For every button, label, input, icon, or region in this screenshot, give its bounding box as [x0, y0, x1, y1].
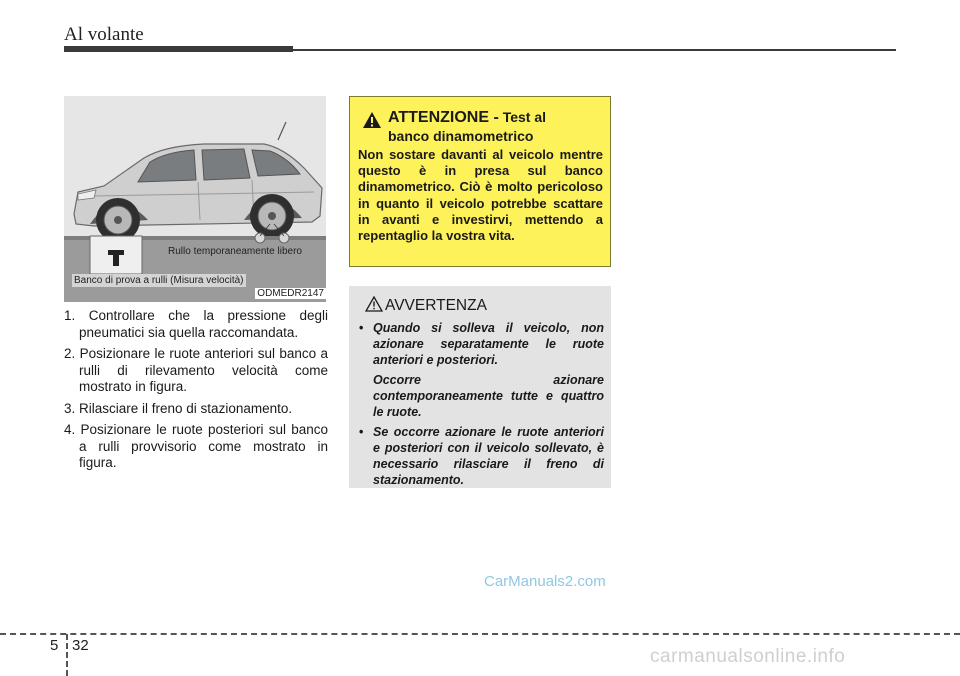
- footer-dashed-divider: [66, 634, 68, 676]
- watermark-link[interactable]: CarManuals2.com: [484, 573, 606, 590]
- procedure-steps: [64, 308, 328, 477]
- chapter-number: 5: [50, 637, 59, 654]
- rear-roller-label: Rullo temporaneamente libero: [168, 246, 302, 257]
- step-item: 4. Posizionare le ruote posteriori sul banco a rulli provvisorio come mostrato in figura.: [64, 422, 328, 470]
- dyno-roller-label: Banco di prova a rulli (Misura velocità): [74, 275, 244, 286]
- dynamometer-figure: [64, 96, 326, 302]
- warning-list: [359, 320, 604, 492]
- caution-title-line2: banco dinamometrico: [388, 128, 534, 144]
- caution-title-sub: Test al: [498, 109, 547, 125]
- warning-box: [349, 286, 611, 488]
- caution-title: [388, 109, 546, 127]
- figure-code: ODMEDR2147: [257, 288, 324, 299]
- footer-dashed-rule: [0, 633, 960, 635]
- caution-box: [349, 96, 611, 267]
- step-item: 2. Posizionare le ruote anteriori sul banco a rulli di rilevamento velocità come mostrato in figura.: [64, 346, 328, 394]
- car-on-dynamometer-illustration: [64, 96, 326, 302]
- warning-item: • Quando si solleva il veicolo, non azionare separatamente le ruote anteriori e posteriori.: [359, 320, 604, 368]
- header-rule-thick: [64, 46, 293, 52]
- warning-triangle-outline-icon: [365, 296, 383, 312]
- step-item: 1. Controllare che la pressione degli pneumatici sia quella raccomandata.: [64, 308, 328, 340]
- page-number: 32: [72, 637, 89, 654]
- footer-site-watermark: carmanualsonline.info: [650, 646, 846, 667]
- warning-title: AVVERTENZA: [385, 297, 487, 314]
- page-header-title: Al volante: [64, 24, 144, 45]
- step-item: 3. Rilasciare il freno di stazionamento.: [64, 400, 293, 416]
- header-rule-thin: [293, 49, 896, 51]
- warning-triangle-filled-icon: [362, 111, 382, 129]
- caution-body: Non sostare davanti al veicolo mentre questo è in presa sul banco dinamometrico. Ciò è molto pericoloso in quanto il veicolo potrebbe scattare in avanti e investirvi, mettendo a repentaglio la vostra vita.: [358, 147, 603, 244]
- warning-item: • Se occorre azionare le ruote anteriori e posteriori con il veicolo sollevato, è necessario rilasciare il freno di stazionamento.: [359, 424, 604, 488]
- warning-item: Occorre azionare contemporaneamente tutte e quattro le ruote.: [373, 373, 604, 419]
- caution-title-main: ATTENZIONE -: [388, 109, 499, 126]
